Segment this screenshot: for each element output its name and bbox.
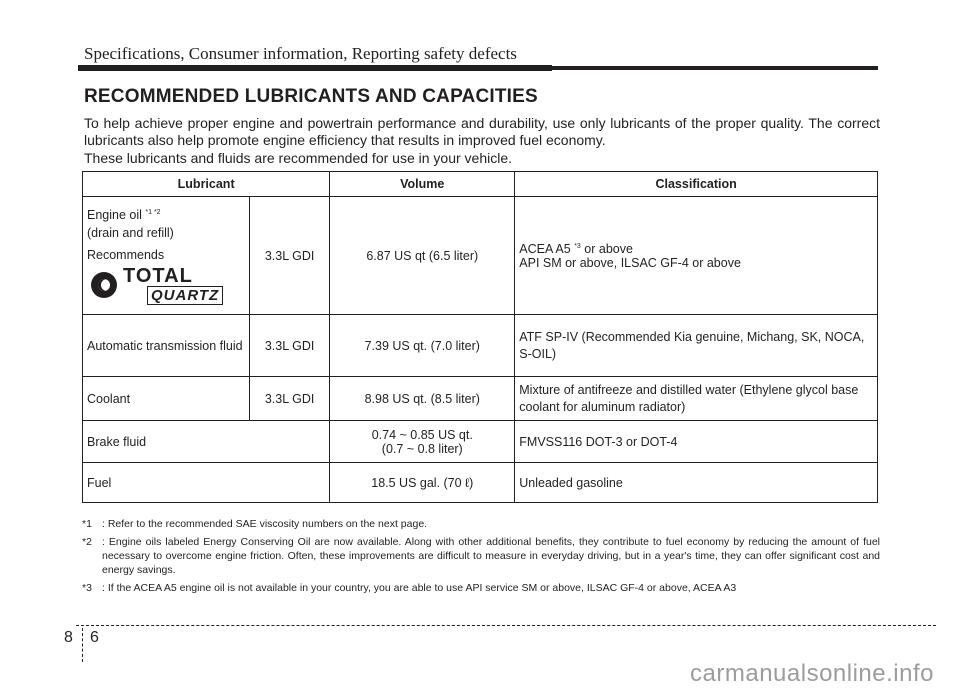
footnotes [82, 517, 880, 599]
transmission-volume: 7.39 US qt. (7.0 liter) [330, 315, 515, 377]
page-number: 6 [90, 629, 99, 646]
footnote-mark: *1 [82, 518, 92, 530]
engine-oil-engine: 3.3L GDI [250, 197, 330, 315]
transmission-label: Automatic transmission fluid [83, 315, 250, 377]
transmission-engine: 3.3L GDI [250, 315, 330, 377]
engine-oil-class [515, 197, 878, 315]
total-logo-icon [91, 272, 117, 298]
page-chapter: 8 [64, 629, 73, 646]
fuel-class: Unleaded gasoline [515, 463, 878, 503]
engine-oil-marks: *1 *2 [145, 208, 161, 216]
footnote [82, 581, 880, 595]
header-title: Specifications, Consumer information, Reporting safety defects [84, 44, 517, 63]
logo-quartz-text: QUARTZ [147, 286, 223, 305]
engine-oil-class-l1: ACEA A5 [519, 241, 571, 256]
col-header-lubricant: Lubricant [83, 172, 330, 197]
engine-oil-class-l1b: or above [584, 241, 633, 256]
engine-oil-label: Engine oil [87, 208, 142, 222]
footer-dashed-divider [82, 628, 83, 662]
transmission-class: ATF SP-IV (Recommended Kia genuine, Michang, SK, NOCA, S-OIL) [515, 315, 878, 377]
logo-total-text: TOTAL [123, 265, 193, 287]
brake-class: FMVSS116 DOT-3 or DOT-4 [515, 421, 878, 463]
watermark: carmanualsonline.info [690, 660, 934, 687]
section-title: RECOMMENDED LUBRICANTS AND CAPACITIES [84, 86, 538, 107]
coolant-volume: 8.98 US qt. (8.5 liter) [330, 377, 515, 421]
footnote-text: : If the ACEA A5 engine oil is not available in your country, you are able to use API service SM or above, ILSAC GF-4 or above, ACEA A3 [102, 582, 737, 594]
engine-oil-class-mark: *3 [574, 242, 581, 250]
engine-oil-cell [83, 197, 250, 315]
coolant-engine: 3.3L GDI [250, 377, 330, 421]
lubricants-table [82, 171, 878, 503]
footer-dashed-rule [76, 625, 936, 626]
total-quartz-logo [91, 266, 245, 303]
brake-volume-2: (0.7 ~ 0.8 liter) [381, 441, 463, 456]
fuel-label: Fuel [83, 463, 330, 503]
footnote-text: : Refer to the recommended SAE viscosity numbers on the next page. [102, 518, 428, 530]
intro-paragraph-2: These lubricants and fluids are recommended for use in your vehicle. [84, 150, 512, 166]
table-row [83, 463, 878, 503]
footnote-mark: *2 [82, 536, 92, 548]
table-row [83, 315, 878, 377]
table-row [83, 421, 878, 463]
col-header-classification: Classification [515, 172, 878, 197]
col-header-volume: Volume [330, 172, 515, 197]
footnote-mark: *3 [82, 582, 92, 594]
table-row [83, 377, 878, 421]
coolant-class: Mixture of antifreeze and distilled water (Ethylene glycol base coolant for aluminum radiator) [515, 377, 878, 421]
engine-oil-class-l2: API SM or above, ILSAC GF-4 or above [519, 255, 741, 270]
recommends-label: Recommends [87, 248, 165, 262]
coolant-label: Coolant [83, 377, 250, 421]
intro-paragraph: To help achieve proper engine and powertrain performance and durability, use only lubricants of the proper quality. The correct lubricants also help promote engine efficiency that results in improved fuel economy. [84, 115, 880, 148]
brake-volume [330, 421, 515, 463]
engine-oil-volume: 6.87 US qt (6.5 liter) [330, 197, 515, 315]
brake-volume-1: 0.74 ~ 0.85 US qt. [371, 427, 473, 442]
footnote-text: : Engine oils labeled Energy Conserving Oil are now available. Along with other additional benefits, they contribute to fuel economy by reducing the amount of fuel necessary to overcome engine friction. Often, these improvements are difficult to measure in everyday driving, but in a year's time, they can offer significant cost and energy savings. [102, 536, 880, 576]
footnote [82, 535, 880, 577]
header-rule-thick [78, 65, 552, 71]
table-row [83, 197, 878, 315]
engine-oil-sub: (drain and refill) [87, 226, 174, 240]
fuel-volume: 18.5 US gal. (70 ℓ) [330, 463, 515, 503]
brake-label: Brake fluid [83, 421, 330, 463]
footnote [82, 517, 880, 531]
table-header-row [83, 172, 878, 197]
